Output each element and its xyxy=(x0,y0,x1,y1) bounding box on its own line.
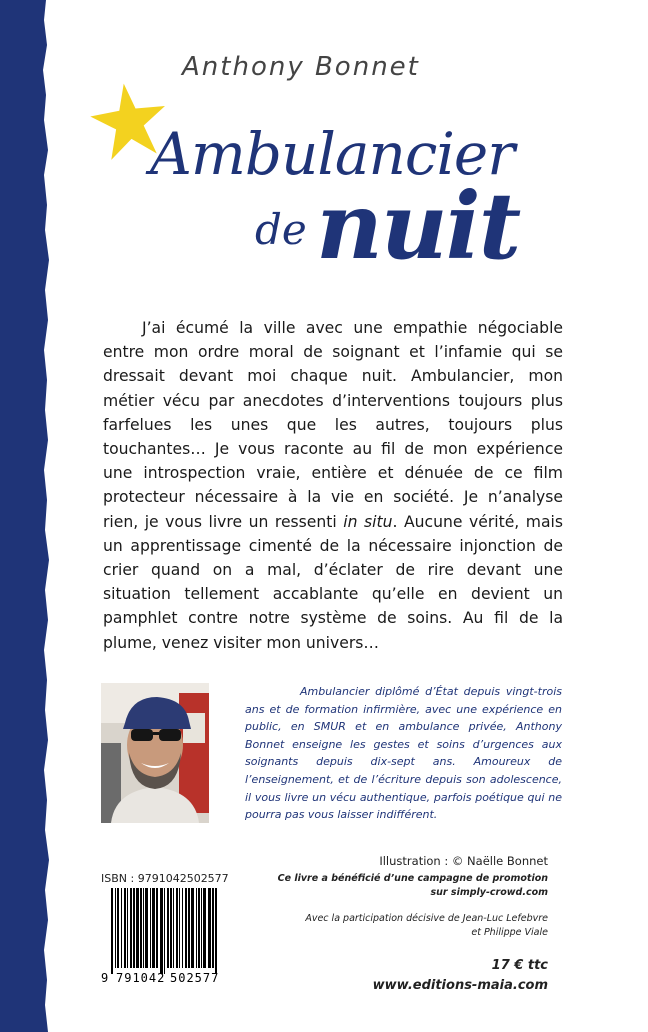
illustration-credit: Illustration : © Naëlle Bonnet xyxy=(379,854,548,868)
barcode-bar xyxy=(170,888,172,968)
barcode-bar xyxy=(160,888,163,974)
author-photo xyxy=(101,683,209,823)
barcode-bar xyxy=(215,888,217,974)
isbn-label: ISBN : 9791042502577 xyxy=(101,872,229,885)
barcode-bar xyxy=(191,888,194,968)
barcode-bar xyxy=(196,888,197,968)
barcode-bar xyxy=(150,888,151,968)
barcode-bar xyxy=(164,888,165,974)
barcode-bar xyxy=(143,888,144,968)
barcode-bar xyxy=(133,888,135,968)
barcode-bar xyxy=(212,888,214,968)
barcode-bar xyxy=(182,888,183,968)
barcode-digits-group1: 791042 xyxy=(116,971,166,984)
barcode-bar xyxy=(130,888,132,968)
blurb-part2: . Aucune vérité, mais un apprentissage cimenté de la nécessaire injonction de crier quand on a mal, d’éclater de rire devant une situation tellement accablante qu’elle en devient un pamphlet contre notre système de soins. Au fil de la plume, venez visiter mon univers… xyxy=(103,512,563,652)
barcode-bar xyxy=(188,888,190,968)
barcode-bar xyxy=(117,888,119,968)
book-title-line1: Ambulancier xyxy=(150,120,514,188)
promotion-line1: Ce livre a bénéficié d’une campagne de promotion xyxy=(277,873,548,884)
barcode-bar xyxy=(203,888,206,968)
blurb-emphasis: in situ xyxy=(343,512,393,531)
participation-line2: et Philippe Viale xyxy=(471,927,548,938)
barcode-bar xyxy=(198,888,200,968)
blurb-part1: J’ai écumé la ville avec une empathie négociable entre mon ordre moral de soignant et l’infamie qui se dressait devant moi chaque nuit. Ambulancier, mon métier vécu par anecdotes d’interventions toujours plus farfelues les unes que les autres, toujours plus touchantes… Je vous raconte au fil de mon expérience une introspection vraie, entière et dénuée de ce film protecteur nécessaire à la vie en société. Je n’analyse rien, je vous livre un ressenti xyxy=(103,319,563,531)
barcode-bar xyxy=(152,888,155,968)
barcode-bar xyxy=(156,888,158,968)
barcode-bar xyxy=(176,888,178,968)
barcode-bar xyxy=(121,888,122,968)
barcode-bar xyxy=(127,888,128,968)
barcode-icon xyxy=(101,888,229,984)
blue-spine-band xyxy=(0,0,80,1032)
author-name: Anthony Bonnet xyxy=(182,52,420,82)
participation-line1: Avec la participation décisive de Jean-Luc Lefebvre xyxy=(305,913,548,924)
publisher-website: www.editions-maia.com xyxy=(372,978,548,993)
barcode-digits-group2: 502577 xyxy=(170,971,220,984)
barcode-bar xyxy=(173,888,174,968)
barcode-bar xyxy=(208,888,211,968)
barcode-bar xyxy=(115,888,116,968)
barcode-bar xyxy=(201,888,202,968)
book-title-de: de xyxy=(255,205,307,254)
barcode-bar xyxy=(145,888,148,968)
promotion-line2: sur simply-crowd.com xyxy=(430,887,548,898)
back-cover-blurb xyxy=(103,316,563,655)
author-bio-text: Ambulancier diplômé d’État depuis vingt-trois ans et de formation infirmière, avec une expérience en public, en SMUR et en ambulance privée, Anthony Bonnet enseigne les gestes et soins d’urgences aux soignants depuis dix-sept ans. Amoureux de l’enseignement, et de l’écriture depuis son adolescence, il vous livre un vécu authentique, parfois poétique qui ne pourra pas vous laisser indifférent. xyxy=(245,685,562,822)
barcode-digit-first: 9 xyxy=(101,971,109,984)
book-title-nuit: nuit xyxy=(316,172,520,280)
barcode-bar xyxy=(136,888,139,968)
price-label: 17 € ttc xyxy=(491,958,548,973)
promotion-note xyxy=(268,872,548,900)
barcode-bar xyxy=(179,888,180,968)
author-bio xyxy=(245,683,562,824)
barcode-bar xyxy=(140,888,142,968)
barcode-bar xyxy=(167,888,169,968)
participation-note xyxy=(268,912,548,940)
barcode-bar xyxy=(185,888,187,968)
barcode-bar xyxy=(124,888,126,968)
barcode-bar xyxy=(111,888,113,974)
